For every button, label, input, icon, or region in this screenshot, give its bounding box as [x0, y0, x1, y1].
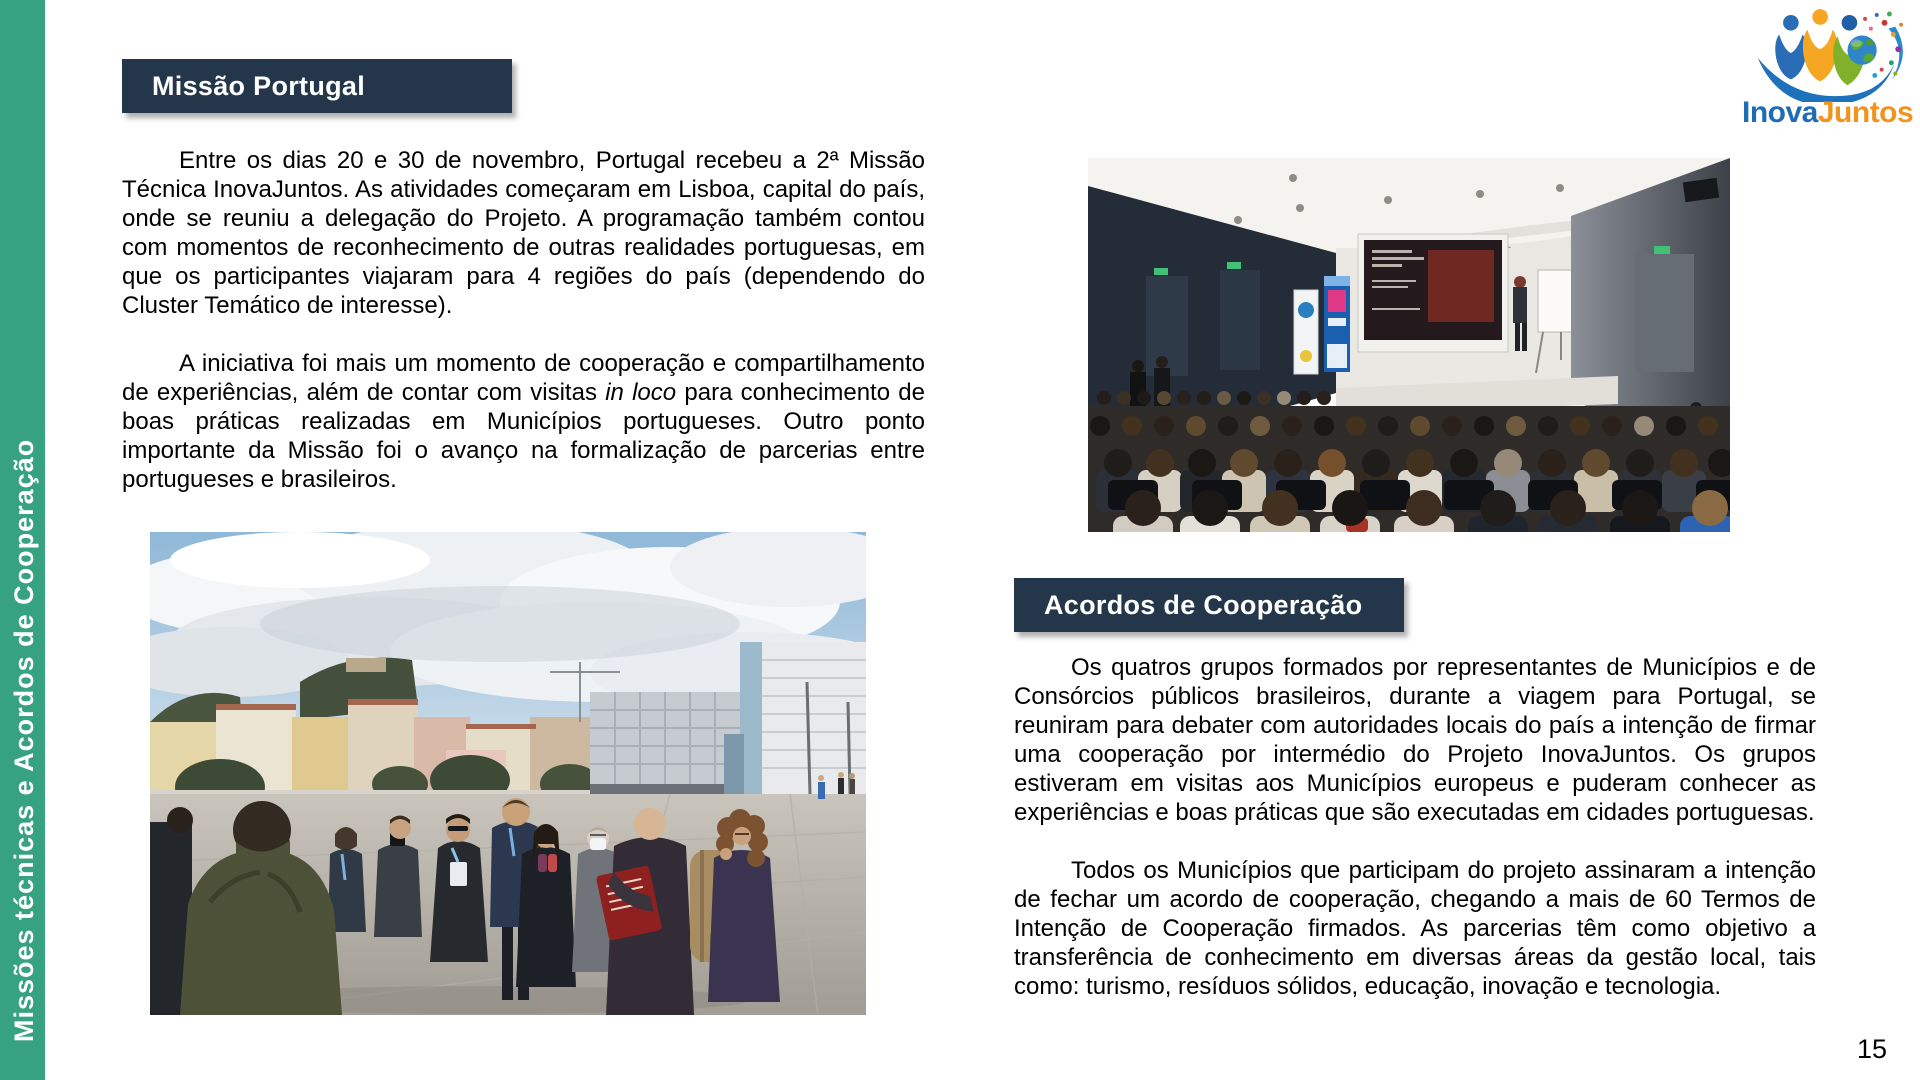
inovajuntos-logo — [1742, 6, 1914, 138]
section-heading-missao-portugal — [122, 59, 512, 113]
sidebar — [0, 0, 45, 1080]
inovajuntos-logo-icon — [1746, 6, 1906, 102]
paragraph-italic-text: in loco — [605, 379, 677, 406]
right-column-text — [1014, 653, 1816, 1030]
logo-globe-icon — [1847, 35, 1876, 64]
logo-wordmark — [1742, 96, 1914, 129]
paragraph: Entre os dias 20 e 30 de novembro, Portugal recebeu a 2ª Missão Técnica InovaJuntos. As atividades começaram em Lisboa, capital do país, onde se reuniu a delegação do Projeto. A programação também contou com momentos de reconhecimento de outras realidades portuguesas, em que os participantes viajaram para 4 regiões do país (dependendo do Cluster Temático de interesse). — [122, 147, 925, 319]
left-column-text — [122, 146, 925, 523]
photo-presenter — [1513, 276, 1527, 351]
plaza-photo-illustration — [150, 532, 866, 1015]
auditorium-photo-illustration — [1088, 158, 1730, 532]
paragraph-text: A iniciativa foi mais um momento de cooperação e compartilhamento de experiências, além de contar com visitas — [122, 350, 925, 406]
logo-figure-blue — [1775, 15, 1806, 79]
section-heading-acordos-de-cooperacao — [1014, 578, 1404, 632]
sidebar-vertical-label: Missões técnicas e Acordos de Cooperação — [9, 438, 39, 1042]
auditorium-photo — [1088, 158, 1730, 532]
paragraph — [122, 349, 925, 494]
plaza-photo — [150, 532, 866, 1015]
logo-text-juntos: Juntos — [1817, 96, 1914, 129]
paragraph: Os quatros grupos formados por representantes de Municípios e de Consórcios públicos brasileiros, durante a viagem para Portugal, se reuniram para debater com autoridades locais do país a intenção de firmar uma cooperação por intermédio do Projeto InovaJuntos. Os grupos estiveram em visitas aos Municípios europeus e puderam conhecer as experiências e boas práticas que são executadas em cidades portuguesas. — [1014, 654, 1816, 826]
section-heading-label: Missão Portugal — [152, 70, 366, 101]
photo-audience — [1088, 391, 1730, 532]
paragraph-text: para conhecimento de boas práticas realizadas em Municípios portugueses. Outro ponto importante da Missão foi o avanço na formalização de parcerias entre portugueses e brasileiros. — [122, 379, 926, 493]
logo-figure-orange — [1803, 9, 1837, 81]
logo-text-inova: Inova — [1742, 96, 1818, 129]
page-number: 15 — [1856, 1034, 1888, 1064]
section-heading-label: Acordos de Cooperação — [1044, 589, 1363, 620]
paragraph: Todos os Municípios que participam do projeto assinaram a intenção de fechar um acordo de cooperação, chegando a mais de 60 Termos de Intenção de Cooperação firmados. As parcerias têm como objetivo a transferência de conhecimento em diversas áreas da gestão local, tais como: turismo, resíduos sólidos, educação, inovação e tecnologia. — [1014, 857, 1816, 1000]
